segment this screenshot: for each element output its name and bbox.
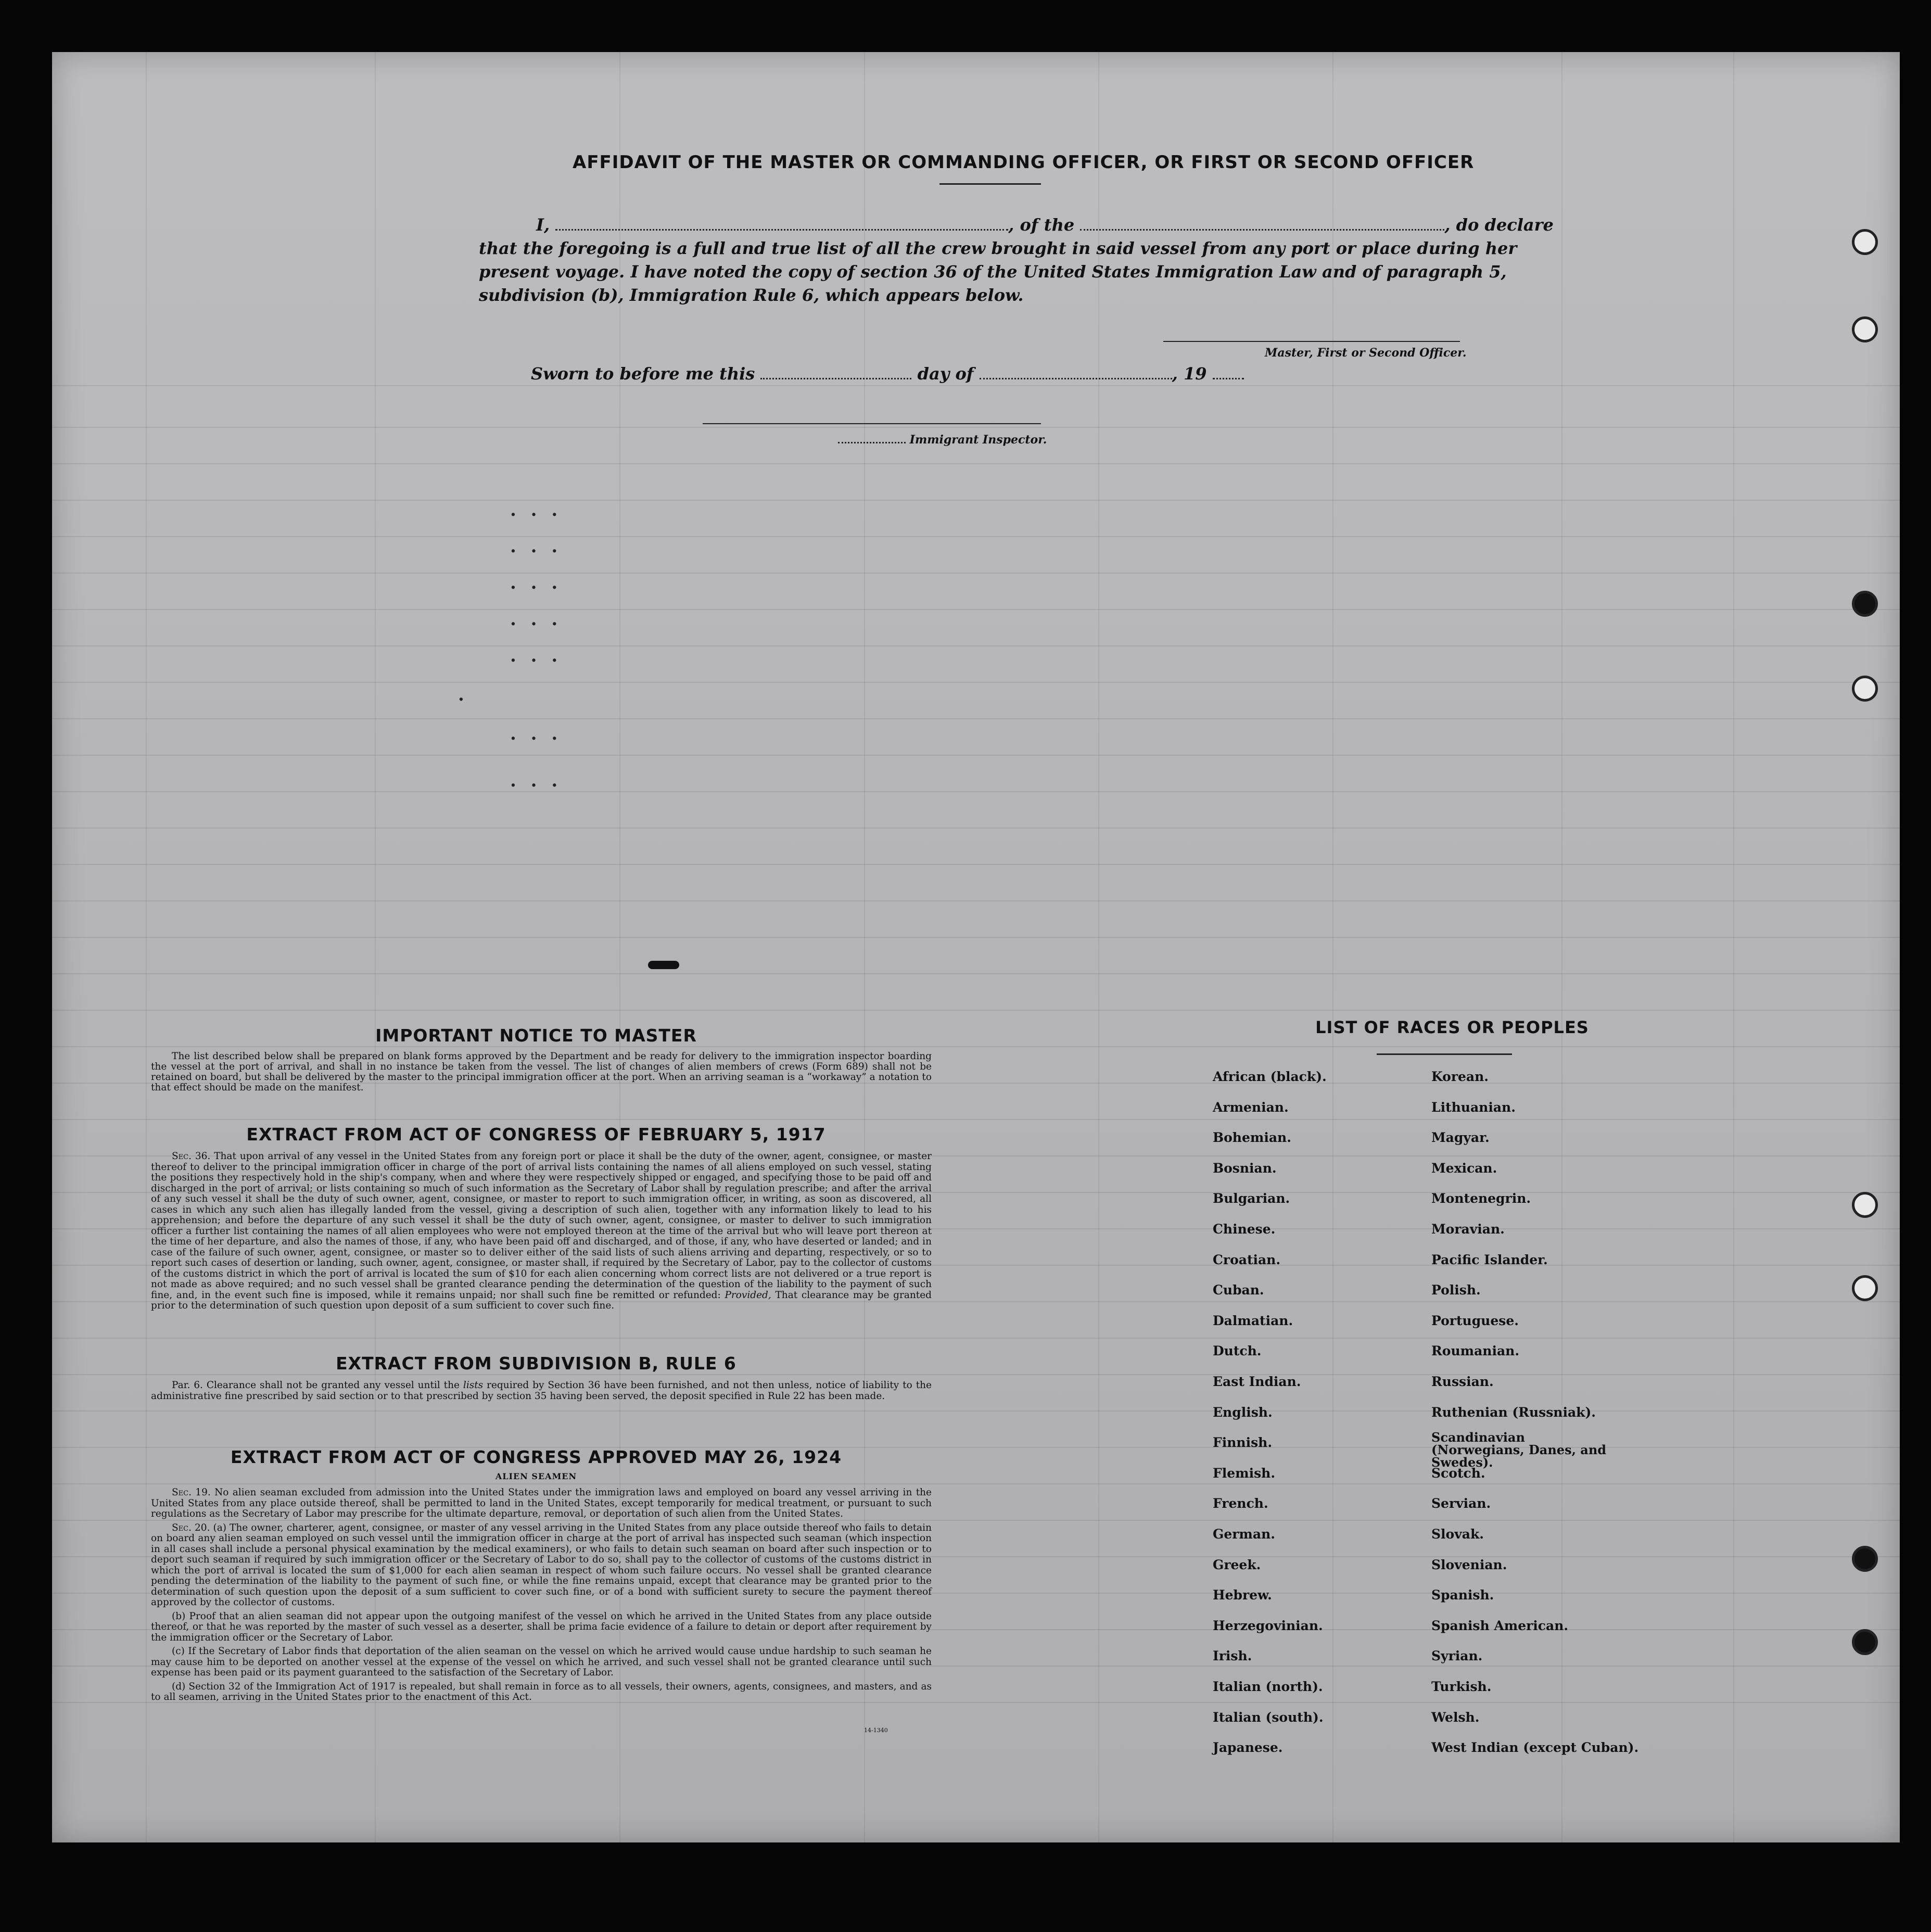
race-item: Pacific Islander. — [1431, 1252, 1548, 1267]
dot-marks: . — [458, 684, 468, 705]
sworn-month-field[interactable] — [980, 363, 1172, 379]
race-item: Spanish. — [1431, 1587, 1494, 1603]
affidavit-declaration: that the foregoing is a full and true list of all the crew brought in said vessel from any port or place during her present voyage. I have noted the copy of section 36 of the United States Immigration Law and of paragraph 5, subdivision (b), Immigration Rule 6, which appears below. — [479, 238, 1517, 305]
dot-marks: . . . — [510, 723, 562, 744]
race-item: West Indian (except Cuban). — [1431, 1740, 1639, 1756]
notice-title: IMPORTANT NOTICE TO MASTER — [375, 1025, 697, 1046]
ink-blot — [648, 961, 679, 969]
race-item: Roumanian. — [1431, 1343, 1520, 1359]
race-item: Korean. — [1431, 1069, 1489, 1084]
alien-seamen-subtitle: ALIEN SEAMEN — [495, 1471, 577, 1481]
race-item: Flemish. — [1213, 1465, 1276, 1481]
race-item: Italian (north). — [1213, 1679, 1323, 1694]
race-item: Scotch. — [1431, 1465, 1485, 1481]
form-number: 14-1340 — [864, 1727, 888, 1734]
race-item: Bulgarian. — [1213, 1191, 1290, 1206]
document-sheet — [52, 52, 1900, 1842]
punch-hole — [1852, 229, 1878, 255]
race-item: Portuguese. — [1431, 1313, 1519, 1328]
punch-hole — [1852, 316, 1878, 342]
punch-hole — [1852, 1192, 1878, 1218]
race-item: Italian (south). — [1213, 1709, 1324, 1725]
affidavit-title: AFFIDAVIT OF THE MASTER OR COMMANDING OFFICER, OR FIRST OR SECOND OFFICER — [573, 152, 1475, 173]
race-item: Japanese. — [1213, 1740, 1283, 1756]
race-item: Herzegovinian. — [1213, 1618, 1323, 1633]
race-item: Polish. — [1431, 1282, 1481, 1298]
race-item: Dalmatian. — [1213, 1313, 1293, 1328]
race-item: Scandinavian (Norwegians, Danes, and Swedes). — [1431, 1430, 1607, 1470]
race-item: Magyar. — [1431, 1130, 1490, 1146]
extract-1924-title: EXTRACT FROM ACT OF CONGRESS APPROVED MAY 26, 1924 — [230, 1447, 842, 1467]
race-item: Syrian. — [1431, 1648, 1483, 1664]
race-item: Montenegrin. — [1431, 1191, 1531, 1206]
race-item: Turkish. — [1431, 1679, 1492, 1694]
punch-hole — [1852, 1629, 1878, 1655]
race-item: Chinese. — [1213, 1222, 1276, 1237]
extract-1917-title: EXTRACT FROM ACT OF CONGRESS OF FEBRUARY 5, 1917 — [246, 1124, 826, 1145]
master-signature-line[interactable] — [1163, 341, 1460, 342]
inspector-signature-line[interactable] — [703, 423, 1041, 424]
race-item: Bohemian. — [1213, 1130, 1291, 1146]
sworn-year-field[interactable] — [1213, 363, 1244, 379]
races-title-rule — [1377, 1053, 1512, 1055]
race-item: Spanish American. — [1431, 1618, 1569, 1633]
race-item: French. — [1213, 1496, 1268, 1511]
race-item: Moravian. — [1431, 1222, 1505, 1237]
race-item: Ruthenian (Russniak). — [1431, 1404, 1596, 1420]
race-item: Mexican. — [1431, 1160, 1497, 1176]
extract-1924-text: Sec. 19. No alien seaman excluded from admission into the United States under the immigration laws and employed on board any vessel arriving in the United States from any place outside thereof, shall be permitted to land in the United States, except temporarily for medical treatment, or pursuant to such regulations as the Secretary of Labor may prescribe for the ultimate departure, removal, or deportation of such alien from the United States. Sec. 20. (a) The owner, charterer, agent, consignee, or master of any vessel arriving in the United States from any place outside thereof who fails to detain on board any alien seaman employed on such vessel until the immigration officer in charge at the port of arrival has inspected such seaman (which inspection in all cases shall include a personal physical examination by the medical examiners), or who fails to detain such seaman on board after such inspection or to deport such seaman if required by such immigration officer or the Secretary of Labor to do so, shall pay to the collector of customs of the customs district in which the port of arrival is located the sum of $1,000 for each alien seaman in respect of whom such failure occurs. No vessel shall be granted clearance pending the determination of the liability to the payment of such fine, or while the fine remains unpaid, except that clearance may be granted prior to the determination of such question upon the deposit of a sum sufficient to cover such fine, or of a bond with sufficient surety to secure the payment thereof approved by the collector of customs. (b) Proof that an alien seaman did not appear upon the outgoing manifest of the vessel on which he arrived in the United States from any place outside thereof, or that he was reported by the master of such vessel as a deserter, shall be prima facie evidence of a failure to detain or deport after requirement by the immigration officer or the Secretary of Labor. (c) If the Secretary of Labor finds that deportation of the alien seaman on the vessel on which he arrived would cause undue hardship to such seaman he may cause him to be deported on another vessel at the expense of the vessel on which he arrived, and such vessel shall not be granted clearance until such expense has been paid or its payment guaranteed to the satisfaction of the Secretary of Labor. (d) Section 32 of the Immigration Act of 1917 is repealed, but shall remain in force as to all vessels, their owners, agents, consignees, and masters, and as to all seamen, arriving in the United States prior to the enactment of this Act. — [151, 1487, 932, 1702]
races-title: LIST OF RACES OR PEOPLES — [1315, 1018, 1589, 1037]
extract-1917-text: Sec. 36. That upon arrival of any vessel in the United States from any foreign port or place it shall be the duty of the owner, agent, consignee, or master thereof to deliver to the principal immigration officer in charge of the port of arrival lists containing the names of all aliens employed on such vessel, stating the positions they respectively hold in the ship's company, when and where they were respectively shipped or engaged, and specifying those to be paid off and discharged in the port of arrival; or lists containing so much of such information as the Secretary of Labor shall by regulation prescribe; and after the arrival of any such vessel it shall be the duty of such owner, agent, consignee, or master to report to such immigration officer, in writing, as soon as discovered, all cases in which any such alien has illegally landed from the vessel, giving a description of such alien, together with any information likely to lead to his apprehension; and before the departure of any such vessel it shall be the duty of such owner, agent, consignee, or master to deliver to such immigration officer a further list containing the names of all alien employees who were not employed thereon at the time of the arrival but who will leave port thereon at the time of her departure, and also the names of those, if any, who have been paid off and discharged, and of those, if any, who have deserted or landed; and in case of the failure of such owner, agent, consignee, or master so to deliver either of the said lists of such aliens arriving and departing, respectively, or so to report such cases of desertion or landing, such owner, agent, consignee, or master shall, if required by the Secretary of Labor, pay to the collector of customs of the customs district in which the port of arrival is located the sum of $10 for each alien concerning whom correct lists are not delivered or a true report is not made as above required; and no such vessel shall be granted clearance pending the determination of the question of the liability to the payment of such fine, and, in the event such fine is imposed, while it remains unpaid; nor shall such fine be remitted or refunded: Provided, That clearance may be granted prior to the determination of such question upon deposit of a sum sufficient to cover such fine. — [151, 1151, 932, 1311]
affidavit-body — [479, 213, 1572, 307]
race-item: Russian. — [1431, 1374, 1494, 1389]
sworn-day-field[interactable] — [760, 363, 911, 379]
race-item: Hebrew. — [1213, 1587, 1272, 1603]
race-item: Cuban. — [1213, 1282, 1264, 1298]
dot-marks: . . . — [510, 645, 562, 666]
race-item: Lithuanian. — [1431, 1099, 1516, 1115]
race-item: Slovenian. — [1431, 1557, 1507, 1572]
dot-marks: . . . — [510, 770, 562, 791]
inspector-signature-label: Immigrant Inspector. — [838, 433, 1047, 447]
notice-text: The list described below shall be prepared on blank forms approved by the Department and be ready for delivery to the immigration inspector boarding the vessel at the port of arrival, and shall in no instance be taken from the vessel. The list of changes of alien members of crews (Form 689) shall not be retained on board, but shall be delivered by the master to the principal immigration officer at the port. When an arriving seaman is a “workaway” a notation to that effect should be made on the manifest. — [151, 1051, 932, 1093]
dot-marks: . . . — [510, 573, 562, 593]
name-field[interactable] — [555, 214, 1008, 231]
race-item: Welsh. — [1431, 1709, 1480, 1725]
master-signature-label: Master, First or Second Officer. — [1265, 346, 1467, 360]
vessel-field[interactable] — [1080, 214, 1444, 231]
race-item: Slovak. — [1431, 1527, 1484, 1542]
race-item: East Indian. — [1213, 1374, 1301, 1389]
punch-hole — [1852, 591, 1878, 617]
race-item: Irish. — [1213, 1648, 1252, 1664]
race-item: Dutch. — [1213, 1343, 1262, 1359]
dot-marks: . . . — [510, 536, 562, 557]
race-item: African (black). — [1213, 1069, 1327, 1084]
punch-hole — [1852, 1546, 1878, 1572]
dot-marks: . . . — [510, 609, 562, 630]
race-item: Croatian. — [1213, 1252, 1281, 1267]
extract-rule6-title: EXTRACT FROM SUBDIVISION B, RULE 6 — [336, 1353, 736, 1374]
affidavit-line-1: I, , of the , do declare — [536, 215, 1554, 235]
race-item: English. — [1213, 1404, 1273, 1420]
punch-hole — [1852, 676, 1878, 702]
race-item: Greek. — [1213, 1557, 1261, 1572]
race-item: Servian. — [1431, 1496, 1491, 1511]
race-item: Finnish. — [1213, 1435, 1273, 1451]
race-item: German. — [1213, 1527, 1275, 1542]
punch-hole — [1852, 1275, 1878, 1301]
title-rule — [939, 183, 1041, 185]
extract-rule6-text: Par. 6. Clearance shall not be granted any vessel until the lists required by Section 36 have been furnished, and not then unless, notice of liability to the administrative fine prescribed by said section or to that prescribed by section 35 having been served, the deposit specified in Rule 22 has been made. — [151, 1380, 932, 1402]
race-item: Bosnian. — [1213, 1160, 1277, 1176]
sworn-line: Sworn to before me this day of , 19 — [531, 363, 1244, 384]
dot-marks: . . . — [510, 500, 562, 520]
race-item: Armenian. — [1213, 1099, 1289, 1115]
